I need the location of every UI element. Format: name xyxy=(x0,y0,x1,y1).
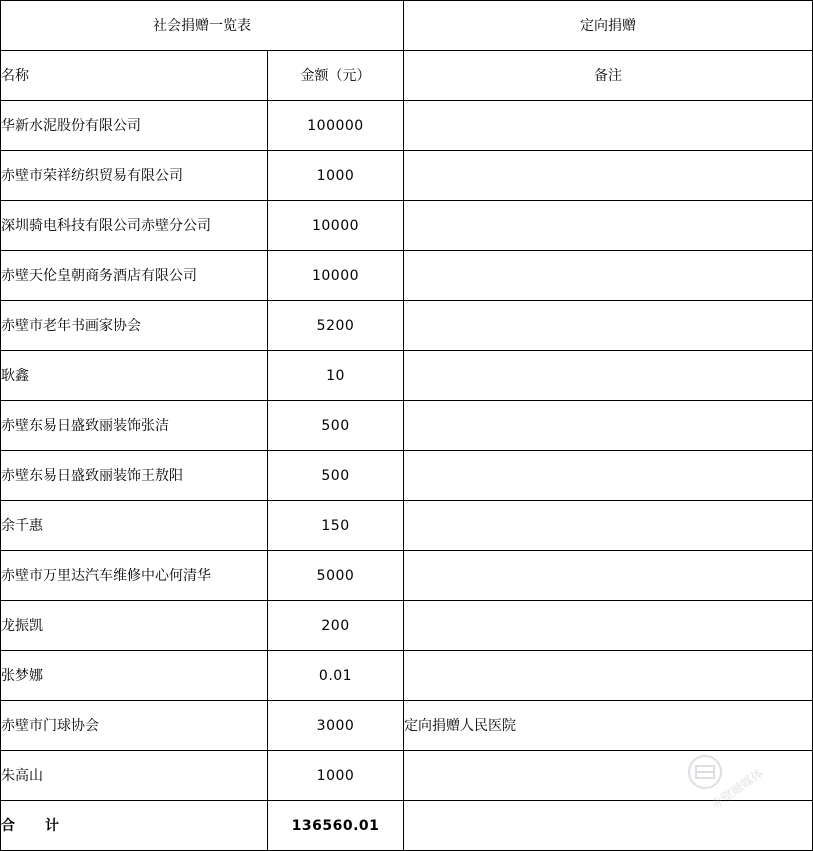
donation-amount: 10000 xyxy=(268,201,404,251)
table-title: 社会捐赠一览表 xyxy=(1,1,404,51)
title-row xyxy=(1,1,813,51)
donor-name: 华新水泥股份有限公司 xyxy=(1,101,268,151)
total-label xyxy=(1,801,268,851)
donation-amount: 5200 xyxy=(268,301,404,351)
donation-note xyxy=(404,401,813,451)
directed-donation-title: 定向捐赠 xyxy=(404,1,813,51)
donation-note xyxy=(404,301,813,351)
table-row xyxy=(1,751,813,801)
donation-amount: 3000 xyxy=(268,701,404,751)
donation-note xyxy=(404,601,813,651)
donation-amount: 500 xyxy=(268,401,404,451)
donation-note xyxy=(404,101,813,151)
donor-name: 赤壁东易日盛致丽装饰王敖阳 xyxy=(1,451,268,501)
total-label-first: 合 xyxy=(1,817,15,834)
column-header-amount: 金额（元） xyxy=(268,51,404,101)
table-row xyxy=(1,101,813,151)
table-row xyxy=(1,651,813,701)
donation-note xyxy=(404,501,813,551)
donor-name: 张梦娜 xyxy=(1,651,268,701)
total-label-second: 计 xyxy=(45,817,59,834)
donation-note xyxy=(404,451,813,501)
donation-note: 定向捐赠人民医院 xyxy=(404,701,813,751)
donor-name: 赤壁天伦皇朝商务酒店有限公司 xyxy=(1,251,268,301)
donation-amount: 500 xyxy=(268,451,404,501)
donation-amount: 5000 xyxy=(268,551,404,601)
donor-name: 龙振凯 xyxy=(1,601,268,651)
donation-amount: 10000 xyxy=(268,251,404,301)
column-header-name: 名称 xyxy=(1,51,268,101)
table-row xyxy=(1,701,813,751)
column-header-row xyxy=(1,51,813,101)
donation-amount: 1000 xyxy=(268,151,404,201)
table-row xyxy=(1,351,813,401)
donor-name: 赤壁市老年书画家协会 xyxy=(1,301,268,351)
donation-note xyxy=(404,651,813,701)
donation-note xyxy=(404,151,813,201)
table-row xyxy=(1,501,813,551)
donor-name: 赤壁市荣祥纺织贸易有限公司 xyxy=(1,151,268,201)
donor-name: 朱高山 xyxy=(1,751,268,801)
donor-name: 赤壁市门球协会 xyxy=(1,701,268,751)
donation-amount: 10 xyxy=(268,351,404,401)
table-row xyxy=(1,301,813,351)
total-row xyxy=(1,801,813,851)
total-note xyxy=(404,801,813,851)
donation-amount: 0.01 xyxy=(268,651,404,701)
donation-amount: 1000 xyxy=(268,751,404,801)
table-row xyxy=(1,451,813,501)
donation-amount: 150 xyxy=(268,501,404,551)
table-row xyxy=(1,251,813,301)
watermark-text: 赤壁融媒体 xyxy=(708,765,766,812)
donation-note xyxy=(404,201,813,251)
donor-name: 耿鑫 xyxy=(1,351,268,401)
donation-note xyxy=(404,351,813,401)
donor-name: 赤壁市万里达汽车维修中心何清华 xyxy=(1,551,268,601)
donor-name: 余千惠 xyxy=(1,501,268,551)
donation-note xyxy=(404,251,813,301)
table-row xyxy=(1,201,813,251)
table-row xyxy=(1,551,813,601)
table-row xyxy=(1,151,813,201)
donor-name: 赤壁东易日盛致丽装饰张洁 xyxy=(1,401,268,451)
table-row xyxy=(1,401,813,451)
donation-amount: 200 xyxy=(268,601,404,651)
donation-note xyxy=(404,751,813,801)
donor-name: 深圳骑电科技有限公司赤壁分公司 xyxy=(1,201,268,251)
total-amount: 136560.01 xyxy=(268,801,404,851)
column-header-note: 备注 xyxy=(404,51,813,101)
table-row xyxy=(1,601,813,651)
donation-amount: 100000 xyxy=(268,101,404,151)
donation-note xyxy=(404,551,813,601)
